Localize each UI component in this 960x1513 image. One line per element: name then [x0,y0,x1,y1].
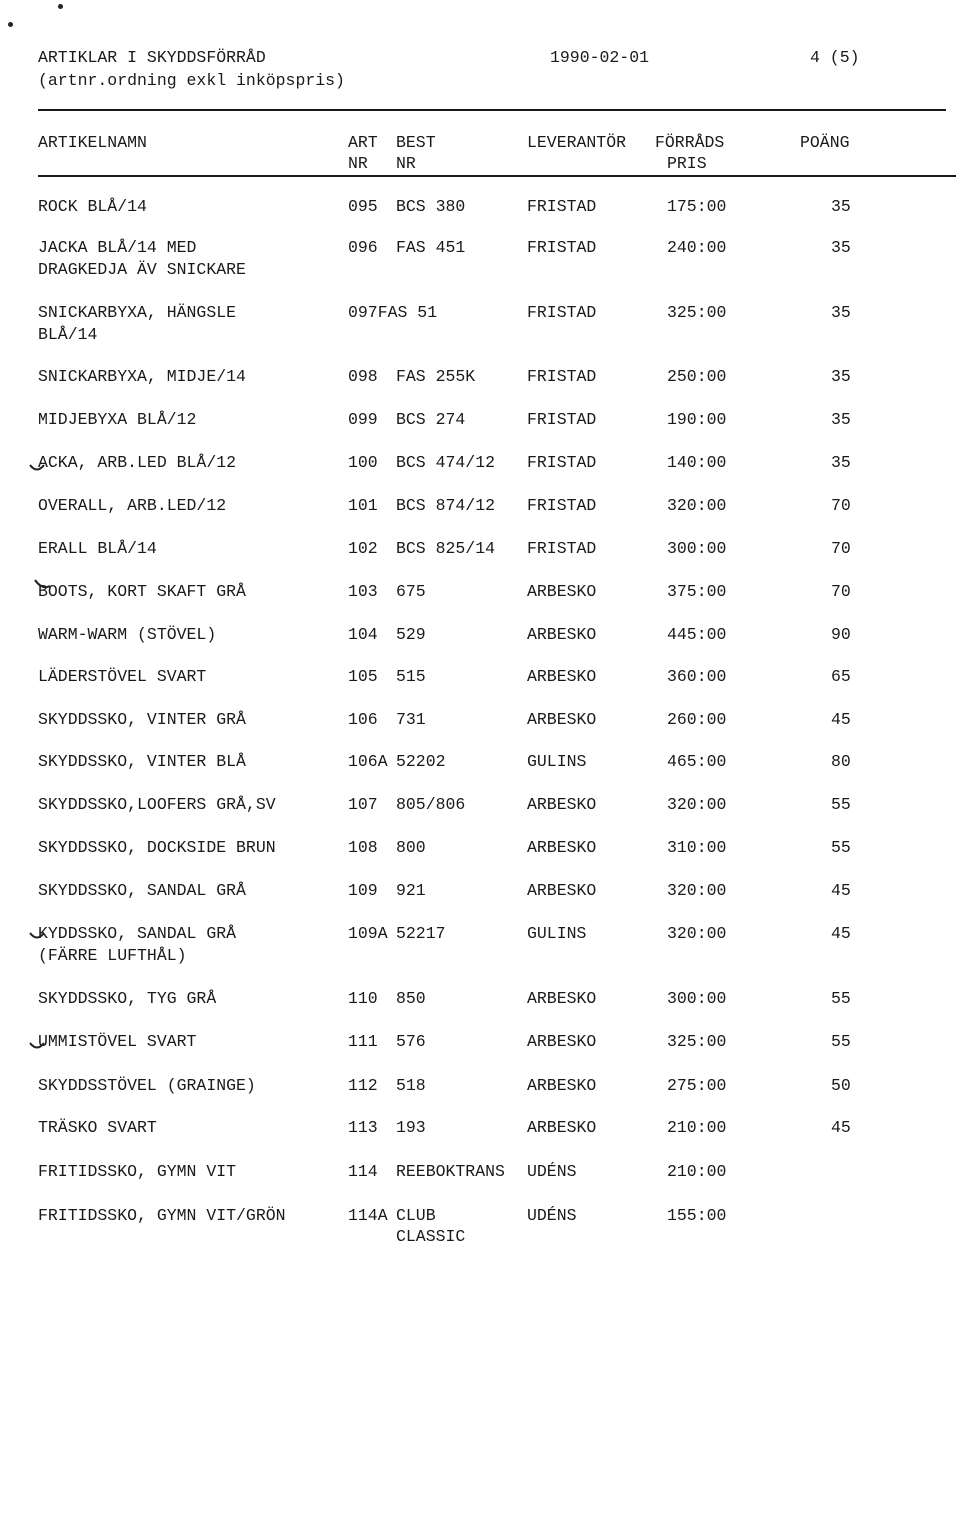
cell-best-nr: 850 [396,989,426,1008]
cell-best-nr: 800 [396,838,426,857]
cell-name: WARM-WARM (STÖVEL) [38,625,217,644]
cell-best-nr: 518 [396,1076,426,1095]
cell-supplier: ARBESKO [527,625,597,644]
cell-price: 240:00 [667,238,727,257]
cell-best-nr: 515 [396,667,426,686]
column-header-rule [38,175,956,177]
cell-art-nr: 107 [348,795,378,814]
cell-points: 55 [831,1032,851,1051]
cell-art-nr: 108 [348,838,378,857]
cell-supplier: FRISTAD [527,197,597,216]
cell-points: 35 [831,303,851,322]
cell-best-nr: FAS 255K [396,367,476,386]
cell-art-nr: 100 [348,453,378,472]
cell-price: 210:00 [667,1118,727,1137]
cell-name: BOOTS, KORT SKAFT GRÅ [38,582,246,601]
cell-name-continued: BLÅ/14 [38,325,98,344]
cell-best-nr: 576 [396,1032,426,1051]
cell-art-nr: 114 [348,1162,378,1181]
cell-name: FRITIDSSKO, GYMN VIT/GRÖN [38,1206,286,1225]
cell-price: 140:00 [667,453,727,472]
cell-price: 320:00 [667,924,727,943]
column-header-points: POÄNG [800,133,850,152]
cell-points: 55 [831,989,851,1008]
cell-name: JACKA BLÅ/14 MED [38,238,197,257]
cell-supplier: GULINS [527,924,587,943]
cell-price: 310:00 [667,838,727,857]
document-title: ARTIKLAR I SKYDDSFÖRRÅD [38,48,266,67]
cell-points: 45 [831,1118,851,1137]
cell-best-nr: 805/806 [396,795,466,814]
cell-supplier: FRISTAD [527,453,597,472]
cell-points: 70 [831,496,851,515]
cell-points: 55 [831,795,851,814]
cell-best-nr: BCS 380 [396,197,466,216]
cell-supplier: ARBESKO [527,582,597,601]
cell-name-continued: DRAGKEDJA ÄV SNICKARE [38,260,246,279]
page-number: 4 (5) [810,48,860,67]
column-header-supplier: LEVERANTÖR [527,133,627,152]
column-header-art: ART [348,133,378,152]
cell-art-nr: 112 [348,1076,378,1095]
cell-name-continued: (FÄRRE LUFTHÅL) [38,946,187,965]
cell-art-nr: 109A [348,924,388,943]
cell-points: 55 [831,838,851,857]
column-header-best: BEST [396,133,436,152]
cell-art-nr: 096 [348,238,378,257]
cell-supplier: ARBESKO [527,881,597,900]
cell-price: 300:00 [667,539,727,558]
scan-mark [34,578,52,592]
cell-art-nr: 101 [348,496,378,515]
cell-supplier: FRISTAD [527,238,597,257]
cell-price: 445:00 [667,625,727,644]
cell-supplier: UDÉNS [527,1206,577,1225]
cell-points: 35 [831,367,851,386]
cell-points: 70 [831,582,851,601]
cell-supplier: ARBESKO [527,989,597,1008]
cell-art-nr: 110 [348,989,378,1008]
column-header-art-nr: NR [348,154,368,173]
cell-art-nr: 095 [348,197,378,216]
cell-art-nr: 106 [348,710,378,729]
cell-name: SKYDDSSTÖVEL (GRAINGE) [38,1076,256,1095]
cell-best-nr: 921 [396,881,426,900]
cell-name: SKYDDSSKO,LOOFERS GRÅ,SV [38,795,276,814]
cell-price: 250:00 [667,367,727,386]
column-header-best-nr: NR [396,154,416,173]
cell-price: 325:00 [667,1032,727,1051]
cell-supplier: FRISTAD [527,496,597,515]
cell-price: 320:00 [667,795,727,814]
cell-name: ERALL BLÅ/14 [38,539,157,558]
cell-art-nr: 097FAS 51 [348,303,438,322]
cell-name: SNICKARBYXA, MIDJE/14 [38,367,246,386]
cell-price: 320:00 [667,496,727,515]
document-date: 1990-02-01 [550,48,650,67]
cell-price: 360:00 [667,667,727,686]
cell-art-nr: 109 [348,881,378,900]
cell-supplier: ARBESKO [527,795,597,814]
header-rule [38,109,946,111]
cell-points: 45 [831,881,851,900]
cell-supplier: FRISTAD [527,367,597,386]
cell-best-nr: CLUB [396,1206,436,1225]
cell-art-nr: 099 [348,410,378,429]
cell-price: 275:00 [667,1076,727,1095]
cell-price: 155:00 [667,1206,727,1225]
cell-price: 260:00 [667,710,727,729]
cell-art-nr: 113 [348,1118,378,1137]
cell-price: 325:00 [667,303,727,322]
cell-name: SNICKARBYXA, HÄNGSLE [38,303,237,322]
document-subtitle: (artnr.ordning exkl inköpspris) [38,71,345,90]
cell-name: SKYDDSSKO, TYG GRÅ [38,989,217,1008]
cell-art-nr: 106A [348,752,388,771]
cell-supplier: ARBESKO [527,710,597,729]
cell-price: 175:00 [667,197,727,216]
cell-points: 35 [831,238,851,257]
cell-price: 465:00 [667,752,727,771]
cell-price: 210:00 [667,1162,727,1181]
cell-name: KYDDSSKO, SANDAL GRÅ [38,924,237,943]
cell-points: 80 [831,752,851,771]
cell-name: UMMISTÖVEL SVART [38,1032,197,1051]
cell-best-nr: BCS 874/12 [396,496,496,515]
scan-mark [28,930,46,942]
cell-points: 70 [831,539,851,558]
cell-points: 50 [831,1076,851,1095]
cell-art-nr: 102 [348,539,378,558]
cell-points: 65 [831,667,851,686]
scan-mark [28,1040,46,1052]
cell-supplier: ARBESKO [527,1118,597,1137]
cell-supplier: FRISTAD [527,539,597,558]
cell-art-nr: 103 [348,582,378,601]
cell-best-nr: BCS 474/12 [396,453,496,472]
cell-supplier: ARBESKO [527,1032,597,1051]
cell-supplier: ARBESKO [527,838,597,857]
scan-dot [58,4,63,9]
cell-name: ROCK BLÅ/14 [38,197,147,216]
cell-price: 320:00 [667,881,727,900]
cell-name: TRÄSKO SVART [38,1118,157,1137]
cell-name: MIDJEBYXA BLÅ/12 [38,410,197,429]
cell-supplier: FRISTAD [527,410,597,429]
cell-art-nr: 111 [348,1032,378,1051]
scan-dot [8,22,13,27]
cell-name: OVERALL, ARB.LED/12 [38,496,227,515]
cell-art-nr: 114A [348,1206,388,1225]
cell-points: 35 [831,197,851,216]
cell-best-nr: 675 [396,582,426,601]
cell-name: SKYDDSSKO, VINTER GRÅ [38,710,246,729]
cell-best-nr-continued: CLASSIC [396,1227,466,1246]
cell-supplier: FRISTAD [527,303,597,322]
cell-best-nr: FAS 451 [396,238,466,257]
cell-points: 35 [831,410,851,429]
cell-art-nr: 104 [348,625,378,644]
cell-supplier: GULINS [527,752,587,771]
cell-best-nr: 529 [396,625,426,644]
cell-points: 90 [831,625,851,644]
scan-mark [28,462,46,474]
cell-name: SKYDDSSKO, SANDAL GRÅ [38,881,246,900]
column-header-price: FÖRRÅDS [655,133,725,152]
cell-best-nr: 52217 [396,924,446,943]
cell-supplier: ARBESKO [527,1076,597,1095]
column-header-price-pris: PRIS [667,154,707,173]
cell-art-nr: 105 [348,667,378,686]
cell-points: 45 [831,710,851,729]
column-header-name: ARTIKELNAMN [38,133,147,152]
cell-best-nr: BCS 825/14 [396,539,496,558]
cell-points: 45 [831,924,851,943]
cell-name: LÄDERSTÖVEL SVART [38,667,207,686]
cell-price: 300:00 [667,989,727,1008]
cell-supplier: ARBESKO [527,667,597,686]
cell-supplier: UDÉNS [527,1162,577,1181]
cell-price: 375:00 [667,582,727,601]
cell-best-nr: 731 [396,710,426,729]
cell-name: SKYDDSSKO, DOCKSIDE BRUN [38,838,276,857]
cell-art-nr: 098 [348,367,378,386]
cell-points: 35 [831,453,851,472]
cell-name: FRITIDSSKO, GYMN VIT [38,1162,237,1181]
cell-name: SKYDDSSKO, VINTER BLÅ [38,752,246,771]
cell-price: 190:00 [667,410,727,429]
cell-best-nr: 193 [396,1118,426,1137]
cell-best-nr: BCS 274 [396,410,466,429]
cell-best-nr: 52202 [396,752,446,771]
cell-best-nr: REEBOKTRANS [396,1162,505,1181]
cell-name: ACKA, ARB.LED BLÅ/12 [38,453,237,472]
